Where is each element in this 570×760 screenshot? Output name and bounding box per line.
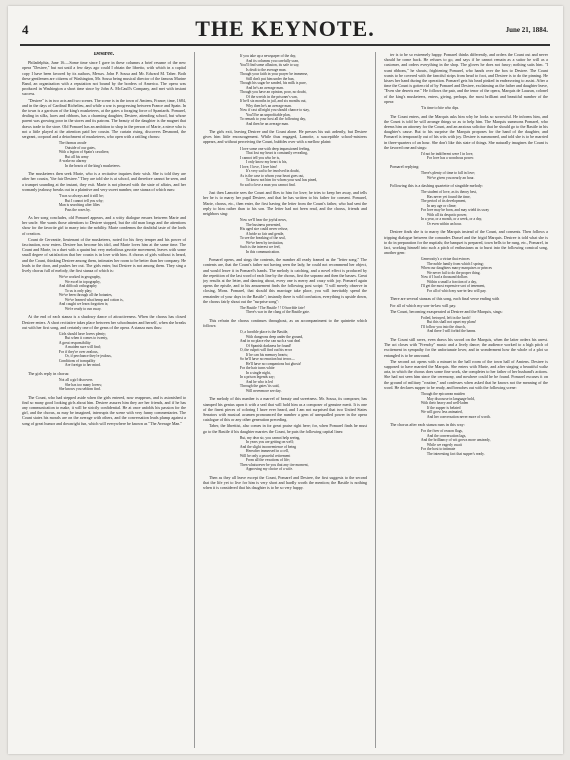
verse-line: Still don't put him under the ban,	[245, 76, 295, 81]
verse-line: Though the epicurean maiden	[420, 392, 465, 397]
verse-line: I'd not be indifferent were I in love,	[420, 151, 474, 156]
article-paragraph: The Count, who had stepped aside when the girls entered, now reappears, and is astonished to find so many good looking girls about him. Desiree assures him they are her friends, and if he has any communication to make, it will be strictly confidential. He at once unfolds his passion for the girl, and the chorus, as may be imagined, interrupts the scene with very funny commentaries. The Count states his morals are on the average with others, and the conversation leads plump against a song of great humor and downright fun, which will everywhere be known as "The Average Man."	[22, 394, 186, 426]
verse-line: Are foreign to her mind.	[64, 363, 101, 368]
verse-line: Approving my choice of a wife.	[245, 467, 294, 472]
verse-line: We've learned what hemp and cotton is,	[64, 297, 124, 302]
article-paragraph: The melody of this number is a marvel of beauty and sweetness. Mr. Sousa, its composer, has stamped his genius upon it with a seal that will hold him as a composer of genuine merit. It is one of the finest pieces of coloring I have ever heard, and I am not surprised that two United States Senators with musical acumen pronounced the number a gem of unequalled power in the opera catalogue of this or any other generation preceding.	[203, 396, 367, 423]
article-paragraph: This refrain the chorus continues throughout, as an accompaniment to the quintette which follows:	[203, 317, 367, 329]
issue-date: June 21, 1884.	[505, 26, 548, 34]
verse-line: I love some one with deep impassioned feeling,	[239, 146, 311, 151]
verse-line: Has never yet found the time,	[426, 194, 471, 199]
verse-line: While we eagerly await	[426, 442, 462, 447]
verse-line: That lost my heart is constantly revealing,	[245, 151, 308, 156]
article-paragraph: The musketeers then seek Marie, who is a recitative inquires their wish. She is told they are after her cousin, "the fair Desiree." They are told she is at school, and therefore cannot be seen, and a trumpet sounding at the instant, they exit. Marie is not pleased with the state of affairs, and her womanly jealousy breaks out in a plaintive and very sweet number, one stanza of which runs:	[22, 171, 186, 192]
verse-line: If he can his memory hearts;	[245, 352, 288, 357]
verse-block	[240, 436, 330, 472]
verse-line: His aged sire could never refuse,	[239, 227, 289, 232]
verse-block	[59, 141, 149, 168]
verse-line: Outside of our gates,	[64, 145, 96, 150]
verse-block	[59, 275, 149, 311]
article-paragraph: Count de Cervantie, lieutenant of the musketeers, noted for his fiery temper and his power of fascination, now enters. Desiree has become his idol, and Marie loves him at the same time. The Count and Marie, in a duet with a quaint but very melodious gavotte movement, leaves with some small degree of satisfaction that her cousin is in love with him. A chorus of girls without is heard, and the Count, thinking Desiree among them, intimates her room to be better than her company. He leads to the door, and pushes her out. The girls enter, but Desiree is not among them. They sing a lively chorus full of melody, the first stanza of which is:	[22, 236, 186, 274]
verse-line: Or even within an hour.	[426, 221, 462, 226]
verse-line: The period of its development,	[420, 199, 467, 204]
verse-line: Will nevermore see day.	[245, 388, 282, 393]
verse-line: To us is only play;	[64, 288, 93, 293]
verse-line: So he'll have no emotion but terror—	[239, 357, 295, 362]
article-paragraph: The Count still raves, even draws his sword on the Marquis, when the latter orders his arrest. The act closes with "Frenchy" music and a lively dance; the audience worked to a high pitch of excitement in sympathy for the unfortunate lover, and in wonderment how the whole of a plot so entangled is to be unwound.	[384, 336, 548, 358]
verse-line: Then whatsoever be you that any tire moment,	[239, 462, 309, 467]
verse-block	[421, 316, 511, 334]
article-paragraph: The chorus after each stanza runs in this way:	[390, 422, 465, 428]
verse-line: The Bastile ! The Bastile ! ! O horrible fate!	[239, 305, 305, 310]
verse-line: For the fiver of reason flags,	[420, 429, 463, 434]
verse-block	[59, 378, 149, 392]
verse-line: Now if cast all night you should chance to stay,	[239, 108, 310, 112]
verse-block	[421, 190, 511, 226]
verse-line: We've given you nearly an hour.	[426, 175, 475, 180]
verse-line: For all of which my son-in-law will pay.	[426, 288, 487, 293]
verse-line: And the conversation lags,	[426, 433, 467, 438]
article-paragraph: The Count, becoming exasperated at Desiree and the Marquis, sings:	[390, 308, 503, 314]
article-paragraph: Philadelphia, June 16.—Some time since I gave in these columns a brief resume of the new opera "Desiree," but not until a few days ago could I obtain the libretto, with which in a capital copy I have been favored by its authors, Messrs. John P. Sousa and Mr. Edward M. Taber. Both these gentlemen are citizens of Washington, Mr. Sousa being musical director of the famous Marine Band, an organization with a reputation not bound by the borders of America. The opera was produced in Washington a short time since by John A. McCaull's Company, and met with instant success.	[22, 60, 186, 97]
verse-block	[421, 392, 511, 419]
verse-line: We're ready to run away.	[64, 306, 102, 311]
article-paragraph: Just then Lamotte sees the Count and flies to him for love; he tries to keep her away, and tells her he is to marry her pupil Desiree, and that he has written to his father for consent. Pomarel, Marie, chorus, etc., then enter, the first having the letter from the Count's father, who had sent the reply to him rather than to his son. The letter had not been read, and the chorus, friends and neighbors sing:	[203, 190, 367, 216]
verse-line: You'll find some allusion, its safe to say,	[239, 63, 300, 67]
verse-line: Girls should have lovers plenty;	[58, 331, 107, 336]
article-paragraph: Taber, the librettist, also comes in for great praise right here; for, when Pomarel finds he must go to the Bastile if his daughter marries the Count, he puts the following capital lines:	[203, 423, 367, 434]
verse-line: If you take up a newspaper of the day,	[239, 54, 297, 58]
verse-line: And its columns you carefully scan,	[245, 58, 299, 63]
article-paragraph: Then as they all leave except the Count, Pomarel and Desiree, the first suggests to the second that the life yet to live for him is very short and hardly worth the mention; the Bastile is nothing when it is considered that his daughter is to be so very happy.	[203, 474, 367, 491]
verse-block	[240, 306, 330, 315]
verse-line: We will grow less animated,	[420, 410, 463, 415]
verse-line: The student of love, as its theory best,	[420, 190, 477, 195]
article-paragraph: The second act opens with a minuet in the ball room of the town hall of Amiens. Desiree is supposed to have married the Marquis. She enters with Marie, and after singing a beautiful waltz aria, in which the chorus does some fine work, she completes to her father of her husband's actions. She had not seen him since the ceremony, and nowhere could he be found. Pomarel excuses it on the ground of military "routine," and confesses when asked that he knows not the meaning of the word. He declares supper to be ready, and breaches out with the following scene:	[384, 358, 548, 390]
verse-block	[59, 194, 149, 212]
verse-block	[240, 218, 330, 254]
verse-line: We've worked in geography,	[58, 275, 101, 280]
verse-line: And he's an average man.	[245, 85, 284, 90]
article-paragraph: Pomarel replying:	[390, 163, 420, 169]
verse-line: And the slight inconvenience of being	[239, 444, 297, 449]
verse-line: To know not him for whom your soul has pined,	[245, 178, 318, 183]
verse-block	[421, 257, 511, 293]
verse-line: I only know my heart is his,	[245, 160, 288, 165]
verse-line: Of Spanish darkness be found!	[245, 343, 292, 348]
verse-block	[421, 152, 511, 161]
verse-line: In any age or clime;	[426, 203, 457, 208]
verse-line: May discourse in language bold,	[426, 396, 475, 401]
verse-line: For the host to intimate	[420, 447, 456, 452]
verse-line: I'll follow you into the church,	[420, 324, 466, 329]
verse-line: To see the breaking of the seal,	[239, 236, 286, 241]
verse-line: I cannot tell you who he is,	[239, 155, 280, 160]
verse-line: And the brilliancy of wit grows more unsteady,	[420, 438, 491, 443]
verse-line: It's very sad to be involved in doubt,	[245, 169, 300, 174]
verse-line: For love may be born, and may wield its sway	[420, 208, 490, 213]
article-paragraph: As her song concludes, old Pomarel appears, and a witty dialogue ensues between Marie and her uncle. She wants those attentions to Desiree stopped, but the old man longs and the attentions show for the favorite girl to marry into the nobility. Marie condemns the doubtful taste of the lords of creation.	[22, 215, 186, 236]
verse-line: In the hearts of the king's musketeers.	[64, 163, 121, 168]
column-3	[384, 52, 548, 748]
verse-line: We've been by invitation,	[245, 240, 284, 245]
verse-block	[59, 332, 149, 368]
newspaper-page	[8, 6, 563, 754]
verse-line: And her conversation never more of worth.	[426, 414, 491, 419]
newspaper-title: THE KEYNOTE.	[195, 16, 375, 41]
verse-line: The noble family from which I spring;	[426, 261, 484, 266]
article-paragraph: There are several stanzas of this song, each final verse ending with	[390, 296, 500, 302]
article-paragraph: "Desiree" is in two acts and two scenes. The scene is in the town of Amiens, France; time, 1684, and in the days of Cardinal Richelieu, and while a war is progressing between France and Spain. In the town is a garrison of the king's musketeers, at the gates a foraging force of Spaniards. Pomarel, dealing in silks, laces and ribbons, has a charming daughter, Desiree, attending school, but whose parent was growing poor in the stores and its patrons. The beauty of the daughter is the magnet that draws trade to the store. Old Pomarel has an ambition to shop in the person of Marie, a niece who is not a little played at the attention paid her cousin. The curtain rising, discovers Desmond, the sergeant, corporal and a detachment of musketeers, who open with a rattling chorus:	[22, 97, 186, 140]
verse-line: Generosity's a virtue that evinces	[420, 257, 470, 262]
verse-line: Though his sugar be sanded, his milk is pure,	[239, 81, 307, 85]
verse-line: Hereafter immersed in a cell,	[245, 449, 289, 454]
verse-line: There's war in the clang of the Bastile gate.	[245, 310, 310, 315]
article-paragraph: Desiree finds she is to marry the Marquis instead of the Count, and consents. Then follows a tripping dialogue between the comrades Dussel and the frigid Marquis. Desiree is told what she is to do in preparation for the nuptials; the banquet is prepared, town bells to be rung, etc., Pomarel, in fact, working himself into such a pitch of enthusiasm as to burst into the following comical song, another gem:	[384, 229, 548, 256]
verse-line: We've been through all the botanies,	[58, 293, 113, 298]
verse-line: In this communication.	[245, 249, 281, 254]
masthead	[20, 14, 550, 46]
verse-line: O, the culprit will find out his error	[239, 348, 292, 353]
verse-line: In a prison legends say;	[239, 375, 275, 380]
verse-line: A-wake no alarmy	[58, 159, 87, 164]
article-paragraph: For all of which my son-in-law will pay.	[390, 302, 457, 308]
verse-line: And in no place else can such a vast deal	[239, 339, 301, 344]
column-divider	[194, 52, 195, 748]
verse-line: Why then he's an average man.	[245, 103, 292, 108]
verse-line: We never fail to do the proper thing.	[426, 270, 481, 275]
verse-line: If he'd six months in jail, and six months out,	[239, 99, 307, 103]
article-paragraph: The Count enters, and the Marquis asks him why he looks so sorrowful. He informs him, and the Count is told he will arrange things so as to help him. The Marquis summons Pomarel, who deems him an attorney for the Count, and an anxious solicitor that he should go to the Bastile in his daughter's cause. But to his surprise the Marquis proposes for the hand of the daughter, and Pomarel is temporarily out of his wits with joy. Desiree is summoned, and told she is to be married in three-quarters of an hour. She don't like this state of things. She naturally imagines the Count is the favored one and sings:	[384, 113, 548, 150]
verse-line: Within a small a fraction of a day,	[426, 279, 477, 284]
verse-line: From all the vexations of life;	[245, 458, 290, 463]
verse-line: Man is searching after lilies	[58, 203, 100, 208]
verse-line: 'Twas so always and it still be;	[58, 194, 104, 199]
verse-line: And difficult orthography	[58, 284, 97, 289]
verse-line: We excel in topography,	[64, 279, 101, 284]
verse-line: The thomas aroule	[58, 141, 87, 146]
verse-line: O, a horrible place is the Bastile,	[239, 330, 289, 335]
verse-line: As is the case to whom your heart goes out,	[239, 173, 305, 178]
verse-line: Though your faith in your prayer be immense,	[239, 72, 309, 76]
verse-line: There's plenty of time to fall in love;	[420, 171, 475, 176]
article-paragraph: The girls reply in chorus:	[28, 370, 70, 376]
verse-line: A great responsibility	[58, 340, 91, 345]
verse-line: Is dealt to the average man.	[245, 67, 287, 72]
verse-line: If the supper is belated	[426, 405, 461, 410]
verse-line: But when it comes to twenty,	[64, 336, 108, 341]
article-paragraph: At the end of each stanza is a shadowy dance of attractiveness. When the chorus has closed Desiree enters. A short recitative takes place between her schoolmates and herself, when she breaks out with her first song, and certainly one of the gems of the opera. A stanza runs thus:	[22, 314, 186, 330]
verse-block	[240, 147, 330, 188]
verse-line: In a single night,	[245, 370, 271, 375]
verse-line: With all its despotic power,	[426, 212, 468, 217]
column-1	[22, 52, 186, 748]
verse-line: For if they're over zealous,	[58, 349, 99, 354]
verse-line: With a legion of Spain's cavaliers;	[58, 150, 110, 155]
verse-line: So sad to love a man you cannot find.	[239, 182, 296, 187]
column-2	[203, 52, 367, 748]
article-headline: Desiree.	[93, 52, 115, 57]
verse-line: Now if I had a thousand dollars	[420, 275, 468, 280]
verse-line: But all his army	[64, 154, 89, 159]
verse-line: A maiden sure will find;	[64, 345, 101, 350]
verse-line: Foiled, betrayed, left in the lurch!	[420, 315, 471, 320]
verse-line: You'll be an unprofitable plan,	[245, 112, 291, 117]
verse-line: The business presented,	[245, 222, 282, 227]
verse-line: Or, if perchance they're jealous,	[64, 354, 112, 359]
column-divider	[375, 52, 376, 748]
verse-line: Not all a girl discovers	[58, 378, 93, 383]
verse-line: Pass the roses by.	[64, 207, 91, 212]
verse-line: But, my dear sir, you cannot help seeing,	[239, 435, 301, 440]
verse-line: Conditions of tranquility	[58, 358, 96, 363]
verse-block	[240, 330, 330, 393]
verse-line: And caught we learn forgotten is;	[58, 302, 109, 307]
verse-line: And then be an average man.	[245, 121, 289, 126]
verse-line: 'Tis time to bite who dips.	[420, 106, 460, 111]
article-columns	[22, 52, 548, 748]
verse-line: I'll get the most expensive sort of tenement,	[420, 284, 486, 289]
verse-line: In years you are getting on well;	[245, 440, 294, 445]
article-paragraph: ter is to be so extremely happy. Pomarel thinks differently, and orders the Count out and never should he come back. He refuses to go, and says if he cannot remain as a suitor he will as a customer, and orders everything in the shop. The gloves he does not fancy; nothing suits him. "I want ribbons," he shouts, frightening Pomarel, who hands over the box to Desiree. The Count wants to be covered with the fanciful strips from head to foot, and Desiree is to do the pinning. He kisses her hand during the operation. Pomarel gets his head pinked in endeavoring to assist. After a time the Count is gotten rid of by Pomarel and Desiree, exclaiming as the father and daughter leave, "Even she deserts me." He follows the pair, and the tenor of the opera, Marquis de Lauzun, colonel of the king's musketeers, enters, giving, perhaps, the most brilliant and beautiful number of the opera:	[384, 52, 548, 104]
verse-line: The interesting fact that supper's ready.	[426, 451, 485, 456]
verse-line: I love, I love, I love him!	[239, 164, 277, 169]
verse-line: Will be only a peaceful retirement	[239, 453, 291, 458]
article-paragraph: Following this is a dashing quartette of singable melody:	[390, 183, 484, 189]
verse-line: Of the wretch in the prisoner's van,	[245, 94, 298, 99]
verse-block	[421, 106, 511, 111]
verse-line: And there I will forbid the banns.	[426, 329, 477, 334]
verse-line: Though you have an opinion, poor, no doubt,	[239, 90, 307, 94]
article-paragraph: Pomarel opens, and sings the contents, the number all ready framed as the "letter song." The contents are, that the Count's father not having seen the lady, he could not recommend her object, and would leave it in Pomarel's hands. The melody is catching, and a novel effect is produced by the repetition of the last word of each line by the chorus, first the soprano and then the basses. Great joy results at the letter, and dancing about, every one is merry and crazy with joy. Pomarel again opens the epistle, and to his amusement finds the following post script: "I will merely observe in closing, Mons. Pomarel, that should this marriage take place, you will inevitably spend the remainder of your days in the Bastile"; instantly there is wild confusion, everything is upside down, the chorus fairly shout out the "surprise song":	[203, 257, 367, 304]
verse-line: A bride so fair and gentle,	[245, 231, 285, 236]
verse-line: With dungeons deep under the ground,	[245, 334, 304, 339]
verse-line: She knows you seldom find.	[58, 387, 101, 392]
verse-line: But I cannot tell you why;	[64, 198, 104, 203]
verse-block	[421, 171, 511, 180]
verse-line: But this shall not upset my plans!	[426, 320, 477, 325]
verse-line: To remark to your host all the following day,	[239, 117, 306, 121]
verse-line: In a year, or a month, or a week, or a day,	[420, 217, 483, 222]
verse-line: He'll have no companions but ghosts!	[245, 361, 302, 366]
article-paragraph: The girls exit, leaving Desiree and the Count alone. He presses his suit ardently, but Desiree gives him little encouragement. While thus engaged, Lamotte, a susceptible school-mistress appears, and without perceiving the Count, bubbles over with a mellow plaint:	[203, 129, 367, 145]
page-number: 4	[22, 22, 29, 37]
verse-line: She has too many lovers;	[64, 382, 102, 387]
verse-line: Through the gates 'tis said,	[239, 384, 280, 389]
verse-line: For love has a wondrous power.	[426, 156, 475, 161]
verse-block	[421, 429, 511, 456]
verse-line: And he who is led	[245, 379, 273, 384]
verse-line: Such is the interest we feel,	[239, 245, 281, 250]
verse-block	[240, 54, 330, 126]
verse-line: Now we'll hear the joyful news,	[239, 218, 287, 223]
verse-line: When our daughters marry marquises or princes	[420, 266, 492, 271]
verse-line: With their heavy and well-laden	[420, 401, 469, 406]
verse-line: For the hair turns white	[239, 366, 275, 371]
